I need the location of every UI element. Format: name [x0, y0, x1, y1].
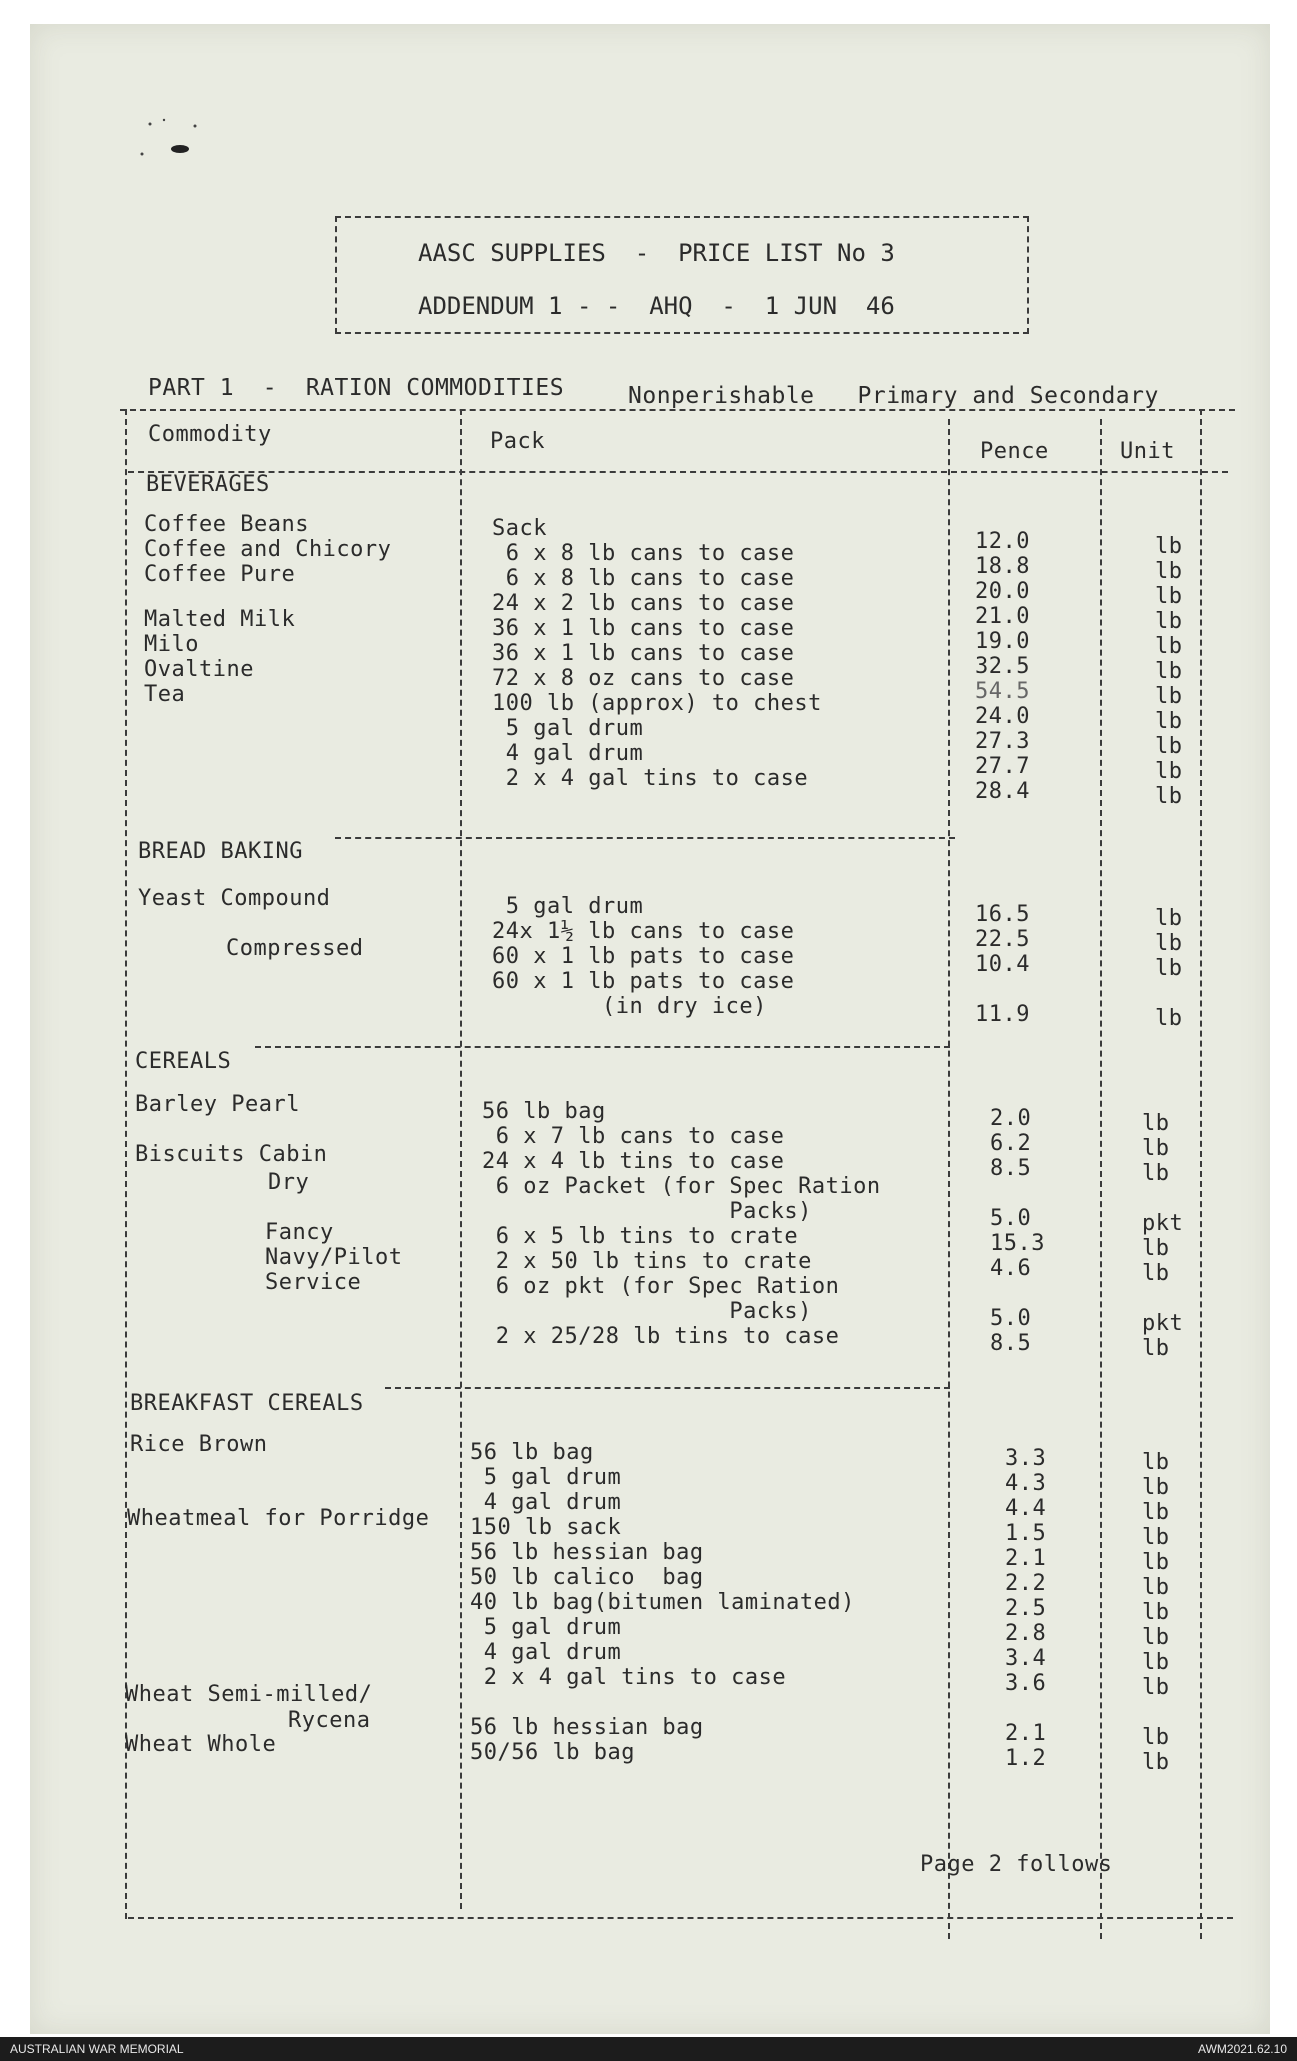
list-item: 56 lb bag	[482, 1099, 606, 1124]
document-page	[30, 24, 1270, 2034]
table-cell: 4.4	[1005, 1496, 1047, 1521]
cereals-unit-list	[1142, 1111, 1183, 1361]
table-cell-handwritten: 54.5	[975, 679, 1030, 704]
table-cell: 1.2	[1005, 1746, 1047, 1771]
list-item: (in dry ice)	[492, 994, 767, 1019]
table-cell: 8.5	[990, 1156, 1032, 1181]
table-cell: lb	[1142, 1450, 1170, 1475]
list-item: Barley Pearl	[135, 1092, 300, 1117]
part-subtitle: Nonperishable Primary and Secondary	[628, 383, 1159, 409]
list-item: Wheat Semi-milled/	[125, 1682, 373, 1707]
table-cell: lb	[1155, 709, 1183, 734]
list-item: 56 lb bag	[470, 1440, 594, 1465]
bread-baking-unit-list	[1155, 906, 1183, 1031]
table-cell: lb	[1155, 734, 1183, 759]
table-cell: 2.0	[990, 1106, 1032, 1131]
table-cell: 32.5	[975, 654, 1030, 679]
list-item: Navy/Pilot	[265, 1245, 403, 1270]
table-cell: lb	[1155, 906, 1183, 931]
list-item: 5 gal drum	[492, 894, 644, 919]
footer-right: AWM2021.62.10	[1198, 2042, 1287, 2056]
footer-bar	[0, 2037, 1297, 2061]
table-cell: 3.3	[1005, 1446, 1047, 1471]
beverages-pack-list	[492, 516, 822, 791]
table-cell: lb	[1142, 1236, 1170, 1261]
cereals-pack-list	[482, 1099, 881, 1349]
list-item: 60 x 1 lb pats to case	[492, 969, 795, 994]
list-item: Service	[265, 1270, 362, 1295]
unit-column-rule	[1100, 419, 1102, 1939]
table-cell: lb	[1155, 759, 1183, 784]
table-cell: lb	[1142, 1725, 1170, 1750]
table-cell: 24.0	[975, 704, 1030, 729]
table-cell: 2.8	[1005, 1621, 1047, 1646]
table-cell: 2.2	[1005, 1571, 1047, 1596]
pence-column-rule	[948, 419, 950, 1939]
table-cell: lb	[1155, 534, 1183, 559]
pack-column-rule	[460, 409, 462, 1909]
column-header-pence: Pence	[980, 439, 1049, 464]
table-cell: lb	[1142, 1625, 1170, 1650]
list-item: Biscuits Cabin	[135, 1142, 328, 1167]
list-item: 4 gal drum	[470, 1640, 622, 1665]
list-item: 100 lb (approx) to chest	[492, 691, 822, 716]
list-item: 2 x 4 gal tins to case	[492, 766, 809, 791]
list-item: Rycena	[288, 1708, 371, 1733]
list-item: 24 x 2 lb cans to case	[492, 591, 795, 616]
column-header-commodity: Commodity	[148, 422, 272, 447]
table-cell: pkt	[1142, 1311, 1184, 1336]
list-item: Packs)	[482, 1299, 812, 1324]
table-cell: lb	[1142, 1525, 1170, 1550]
list-item: 6 x 7 lb cans to case	[482, 1124, 785, 1149]
table-cell: 4.3	[1005, 1471, 1047, 1496]
beverages-commodity-list	[144, 512, 391, 707]
table-cell: lb	[1142, 1750, 1170, 1775]
list-item: 36 x 1 lb cans to case	[492, 641, 795, 666]
list-item: 6 x 8 lb cans to case	[492, 541, 795, 566]
section-rule-breakfast	[385, 1387, 950, 1389]
table-bottom-rule	[128, 1917, 1233, 1919]
table-cell: pkt	[1142, 1211, 1184, 1236]
table-cell: lb	[1142, 1475, 1170, 1500]
list-item: Compressed	[226, 936, 364, 961]
table-cell: lb	[1142, 1575, 1170, 1600]
table-cell: lb	[1142, 1261, 1170, 1286]
table-cell: 15.3	[990, 1231, 1045, 1256]
section-title-beverages: BEVERAGES	[146, 472, 270, 497]
list-item: Sack	[492, 516, 547, 541]
table-cell: lb	[1155, 559, 1183, 584]
list-item: 4 gal drum	[492, 741, 644, 766]
table-cell: 2.1	[1005, 1546, 1047, 1571]
table-cell: lb	[1142, 1111, 1170, 1136]
list-item: 2 x 25/28 lb tins to case	[482, 1324, 840, 1349]
list-item: Wheat Whole	[125, 1732, 277, 1757]
table-cell: 6.2	[990, 1131, 1032, 1156]
table-cell: 11.9	[975, 1002, 1030, 1027]
footer-left: AUSTRALIAN WAR MEMORIAL	[10, 2042, 184, 2056]
list-item: Coffee Pure	[144, 562, 296, 587]
table-cell: lb	[1155, 609, 1183, 634]
list-item: Malted Milk	[144, 607, 296, 632]
list-item: 40 lb bag(bitumen laminated)	[470, 1590, 855, 1615]
list-item: 5 gal drum	[470, 1615, 622, 1640]
table-cell: 1.5	[1005, 1521, 1047, 1546]
table-right-rule	[1200, 409, 1202, 1939]
section-rule-bread	[335, 837, 955, 839]
list-item: Ovaltine	[144, 657, 254, 682]
list-item: Packs)	[482, 1199, 812, 1224]
list-item: 24x 1½ lb cans to case	[492, 919, 795, 944]
list-item: 50 lb calico bag	[470, 1565, 704, 1590]
table-cell: 5.0	[990, 1206, 1032, 1231]
bread-baking-pence-list	[975, 902, 1030, 1027]
beverages-unit-list	[1155, 534, 1183, 809]
table-cell: lb	[1155, 784, 1183, 809]
list-item: 6 oz pkt (for Spec Ration	[482, 1274, 840, 1299]
table-cell: lb	[1142, 1136, 1170, 1161]
list-item: 2 x 4 gal tins to case	[470, 1665, 787, 1690]
list-item: Coffee and Chicory	[144, 537, 392, 562]
list-item: 50/56 lb bag	[470, 1740, 635, 1765]
bread-baking-pack-list	[492, 894, 794, 1019]
column-header-unit: Unit	[1120, 439, 1175, 464]
table-cell: lb	[1142, 1500, 1170, 1525]
section-title-breakfast-cereals: BREAKFAST CEREALS	[130, 1391, 364, 1416]
breakfast-cereals-pack-list	[470, 1440, 855, 1765]
cereals-pence-list	[990, 1106, 1045, 1356]
table-cell: 27.3	[975, 729, 1030, 754]
table-cell: lb	[1155, 1006, 1183, 1031]
beverages-pence-list	[975, 529, 1030, 804]
table-cell: lb	[1142, 1600, 1170, 1625]
table-cell: 4.6	[990, 1256, 1032, 1281]
table-cell: lb	[1142, 1550, 1170, 1575]
table-cell: lb	[1155, 931, 1183, 956]
table-cell: lb	[1142, 1161, 1170, 1186]
list-item: Milo	[144, 632, 199, 657]
column-header-pack: Pack	[490, 429, 545, 454]
table-cell: lb	[1155, 956, 1183, 981]
table-header-rule	[128, 471, 1228, 473]
section-title-cereals: CEREALS	[135, 1049, 232, 1074]
list-item: 6 x 5 lb tins to crate	[482, 1224, 799, 1249]
ink-spot-decoration	[120, 84, 210, 164]
list-item: Coffee Beans	[144, 512, 309, 537]
table-cell: 3.6	[1005, 1671, 1047, 1696]
table-cell: lb	[1155, 584, 1183, 609]
table-cell: 2.1	[1005, 1721, 1047, 1746]
table-cell: lb	[1142, 1675, 1170, 1700]
table-cell: 12.0	[975, 529, 1030, 554]
list-item: Fancy	[265, 1220, 334, 1245]
header-addendum: ADDENDUM 1 - - AHQ - 1 JUN 46	[418, 292, 895, 320]
table-cell: 10.4	[975, 952, 1030, 977]
table-cell: 18.8	[975, 554, 1030, 579]
table-cell: 27.7	[975, 754, 1030, 779]
list-item: 72 x 8 oz cans to case	[492, 666, 795, 691]
list-item: 6 x 8 lb cans to case	[492, 566, 795, 591]
table-cell: 19.0	[975, 629, 1030, 654]
list-item: 24 x 4 lb tins to case	[482, 1149, 785, 1174]
table-top-rule	[120, 409, 1235, 411]
table-cell: 22.5	[975, 927, 1030, 952]
table-cell: 5.0	[990, 1306, 1032, 1331]
section-rule-cereals	[255, 1046, 950, 1048]
table-cell: lb	[1155, 659, 1183, 684]
table-cell: lb	[1155, 684, 1183, 709]
page-follows-note: Page 2 follows	[920, 1852, 1113, 1877]
list-item: Dry	[268, 1170, 310, 1195]
list-item: 5 gal drum	[492, 716, 644, 741]
list-item: Wheatmeal for Porridge	[127, 1506, 430, 1531]
list-item: 60 x 1 lb pats to case	[492, 944, 795, 969]
breakfast-cereals-unit-list	[1142, 1450, 1170, 1775]
list-item: 36 x 1 lb cans to case	[492, 616, 795, 641]
table-cell: 21.0	[975, 604, 1030, 629]
table-cell: 3.4	[1005, 1646, 1047, 1671]
breakfast-cereals-pence-list	[1005, 1446, 1046, 1771]
table-cell: 28.4	[975, 779, 1030, 804]
list-item: 5 gal drum	[470, 1465, 622, 1490]
list-item: 150 lb sack	[470, 1515, 622, 1540]
table-cell: 20.0	[975, 579, 1030, 604]
table-cell: 2.5	[1005, 1596, 1047, 1621]
list-item: Tea	[144, 682, 186, 707]
list-item: 56 lb hessian bag	[470, 1715, 704, 1740]
list-item: 4 gal drum	[470, 1490, 622, 1515]
list-item: 6 oz Packet (for Spec Ration	[482, 1174, 881, 1199]
table-cell: 8.5	[990, 1331, 1032, 1356]
table-cell: 16.5	[975, 902, 1030, 927]
table-cell: lb	[1155, 634, 1183, 659]
table-cell: lb	[1142, 1336, 1170, 1361]
section-title-bread-baking: BREAD BAKING	[138, 839, 303, 864]
part-title: PART 1 - RATION COMMODITIES	[148, 375, 565, 401]
table-cell: lb	[1142, 1650, 1170, 1675]
list-item: 56 lb hessian bag	[470, 1540, 704, 1565]
list-item: Yeast Compound	[138, 886, 331, 911]
header-title: AASC SUPPLIES - PRICE LIST No 3	[418, 239, 895, 267]
list-item: 2 x 50 lb tins to crate	[482, 1249, 812, 1274]
list-item: Rice Brown	[130, 1432, 268, 1457]
